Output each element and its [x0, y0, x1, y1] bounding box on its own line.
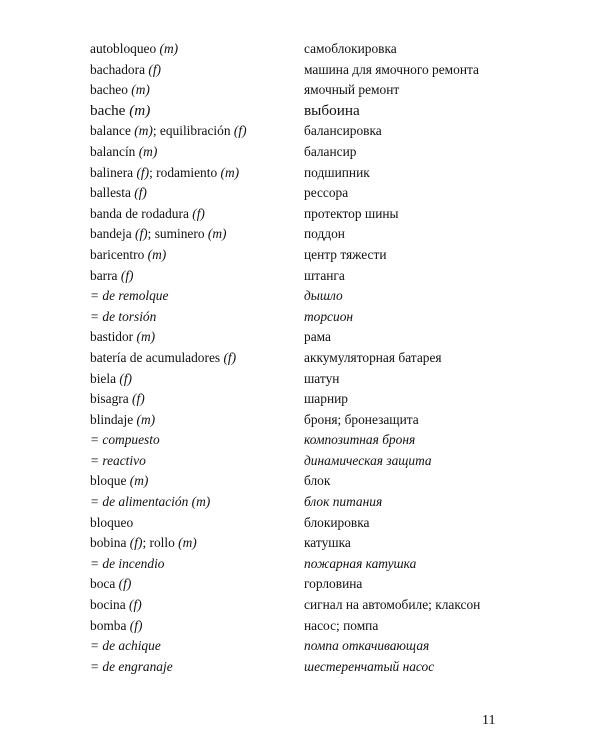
- spanish-term: [90, 245, 166, 266]
- spanish-term: [90, 636, 161, 657]
- russian-translation: дышло: [304, 288, 343, 304]
- term-text: bomba: [90, 617, 130, 633]
- spanish-term: [90, 286, 168, 307]
- gender-marker: (m): [136, 329, 156, 345]
- gender-marker: (m): [159, 41, 179, 56]
- russian-translation: ямочный ремонт: [304, 82, 400, 98]
- term-text: bandeja: [90, 226, 135, 242]
- term-text: = de remolque: [90, 288, 169, 304]
- spanish-term: [90, 60, 161, 81]
- spanish-term: [90, 513, 133, 534]
- russian-translation: катушка: [304, 535, 351, 551]
- spanish-term: [90, 348, 236, 369]
- glossary-entry: [0, 60, 600, 81]
- glossary-entry: [0, 245, 600, 266]
- glossary-entry: [0, 80, 600, 101]
- russian-translation: пожарная катушка: [304, 555, 417, 571]
- spanish-term: [90, 266, 134, 287]
- glossary-entry: [0, 163, 600, 184]
- russian-translation: балансир: [304, 143, 357, 159]
- glossary-subentry: [0, 492, 600, 513]
- glossary-entry: [0, 574, 600, 595]
- gender-marker: (f): [120, 267, 134, 283]
- gender-marker: (m): [220, 164, 240, 180]
- spanish-term: [90, 307, 156, 328]
- term-text: biela: [90, 370, 120, 386]
- spanish-term: [90, 204, 205, 225]
- russian-translation: помпа откачивающая: [304, 638, 430, 654]
- russian-translation: выбоина: [304, 101, 360, 119]
- glossary-subentry: [0, 307, 600, 328]
- spanish-term: [90, 327, 155, 348]
- spanish-term: [90, 121, 247, 142]
- gender-marker: (m): [134, 123, 153, 139]
- term-text: batería de acumuladores: [90, 349, 224, 365]
- glossary-entry: [0, 595, 600, 616]
- spanish-term: [90, 616, 142, 637]
- glossary-entry: [0, 348, 600, 369]
- gender-marker: (m): [178, 535, 197, 551]
- spanish-term: [90, 101, 150, 122]
- glossary-entry: [0, 101, 600, 122]
- russian-translation: шарнир: [304, 391, 348, 407]
- spanish-term: [90, 657, 173, 678]
- glossary-subentry: [0, 657, 600, 678]
- term-text: bache: [90, 101, 130, 119]
- russian-translation: динамическая защита: [304, 452, 432, 468]
- russian-translation: композитная броня: [304, 432, 416, 448]
- russian-translation: насос; помпа: [304, 617, 379, 633]
- spanish-term: [90, 533, 197, 554]
- glossary-entry: [0, 513, 600, 534]
- russian-translation: поддон: [304, 226, 345, 242]
- spanish-term: [90, 369, 132, 390]
- term-text: = de incendio: [90, 555, 165, 571]
- term-text: balinera: [90, 164, 137, 180]
- russian-translation: штанга: [304, 267, 345, 283]
- term-text: balancín: [90, 143, 139, 159]
- glossary-entries: [0, 39, 600, 677]
- russian-translation: рессора: [304, 185, 349, 201]
- term-text: bacheo: [90, 82, 132, 98]
- spanish-term: [90, 224, 226, 245]
- russian-translation: центр тяжести: [304, 246, 387, 262]
- term-text: ; suminero: [147, 226, 208, 242]
- russian-translation: торсион: [304, 308, 354, 324]
- term-text: banda de rodadura: [90, 205, 193, 221]
- gender-marker: (f): [119, 370, 133, 386]
- term-text: bastidor: [90, 329, 137, 345]
- spanish-term: [90, 39, 178, 60]
- term-text: ; rollo: [142, 535, 179, 551]
- gender-marker: (m): [131, 82, 150, 98]
- glossary-subentry: [0, 451, 600, 472]
- term-text: baricentro: [90, 246, 148, 262]
- spanish-term: [90, 410, 155, 431]
- gender-marker: (m): [147, 246, 167, 262]
- spanish-term: [90, 574, 131, 595]
- gender-marker: (f): [129, 535, 143, 551]
- gender-marker: (m): [207, 226, 227, 242]
- russian-translation: блок: [304, 473, 331, 489]
- russian-translation: балансировка: [304, 123, 382, 139]
- spanish-term: [90, 595, 142, 616]
- term-text: = de alimentación (m): [90, 494, 211, 510]
- glossary-entry: [0, 327, 600, 348]
- gender-marker: (f): [223, 349, 237, 365]
- term-text: = reactivo: [90, 452, 146, 468]
- russian-translation: самоблокировка: [304, 41, 397, 56]
- glossary-entry: [0, 142, 600, 163]
- gender-marker: (f): [192, 205, 205, 221]
- term-text: = compuesto: [90, 432, 160, 448]
- glossary-entry: [0, 533, 600, 554]
- glossary-subentry: [0, 636, 600, 657]
- russian-translation: протектор шины: [304, 205, 399, 221]
- term-text: boca: [90, 576, 119, 592]
- russian-translation: шатун: [304, 370, 340, 386]
- glossary-entry: [0, 266, 600, 287]
- glossary-entry: [0, 183, 600, 204]
- russian-translation: шестеренчатый насос: [304, 658, 435, 674]
- gender-marker: (f): [134, 226, 148, 242]
- spanish-term: [90, 142, 157, 163]
- gender-marker: (f): [132, 391, 145, 407]
- russian-translation: подшипник: [304, 164, 370, 180]
- gender-marker: (m): [129, 101, 151, 119]
- glossary-entry: [0, 204, 600, 225]
- gender-marker: (f): [129, 597, 142, 613]
- term-text: bachadora: [90, 61, 149, 77]
- glossary-entry: [0, 121, 600, 142]
- glossary-entry: [0, 616, 600, 637]
- spanish-term: [90, 492, 210, 513]
- spanish-term: [90, 554, 164, 575]
- glossary-entry: [0, 224, 600, 245]
- russian-translation: аккумуляторная батарея: [304, 349, 442, 365]
- term-text: bobina: [90, 535, 130, 551]
- gender-marker: (m): [129, 473, 149, 489]
- russian-translation: блокировка: [304, 514, 370, 530]
- russian-translation: броня; бронезащита: [304, 411, 419, 427]
- term-text: bisagra: [90, 391, 133, 407]
- russian-translation: машина для ямочного ремонта: [304, 61, 479, 77]
- term-text: = de achique: [90, 638, 161, 654]
- term-text: bloqueo: [90, 514, 134, 530]
- gender-marker: (f): [118, 576, 132, 592]
- spanish-term: [90, 163, 239, 184]
- glossary-entry: [0, 369, 600, 390]
- gender-marker: (m): [138, 143, 158, 159]
- glossary-entry: [0, 389, 600, 410]
- glossary-entry: [0, 410, 600, 431]
- spanish-term: [90, 80, 150, 101]
- term-text: = de torsión: [90, 308, 157, 324]
- russian-translation: рама: [304, 329, 331, 345]
- spanish-term: [90, 430, 160, 451]
- term-text: = de engranaje: [90, 658, 173, 674]
- spanish-term: [90, 389, 145, 410]
- glossary-subentry: [0, 286, 600, 307]
- term-text: ballesta: [90, 185, 135, 201]
- term-text: autobloqueo: [90, 41, 160, 56]
- term-text: balance: [90, 123, 135, 139]
- term-text: bloque: [90, 473, 130, 489]
- gender-marker: (f): [134, 185, 147, 201]
- term-text: ; rodamiento: [149, 164, 221, 180]
- russian-translation: блок питания: [304, 494, 383, 510]
- gender-marker: (f): [233, 123, 247, 139]
- term-text: bocina: [90, 597, 130, 613]
- gender-marker: (f): [136, 164, 150, 180]
- spanish-term: [90, 183, 147, 204]
- glossary-entry: [0, 471, 600, 492]
- gender-marker: (m): [136, 411, 156, 427]
- russian-translation: сигнал на автомобиле; клаксон: [304, 597, 481, 613]
- glossary-subentry: [0, 554, 600, 575]
- term-text: ; equilibración: [152, 123, 234, 139]
- term-text: barra: [90, 267, 121, 283]
- spanish-term: [90, 471, 148, 492]
- spanish-term: [90, 451, 146, 472]
- gender-marker: (f): [129, 617, 143, 633]
- russian-translation: горловина: [304, 576, 363, 592]
- page-number: 11: [482, 713, 496, 728]
- glossary-subentry: [0, 430, 600, 451]
- glossary-entry: [0, 39, 600, 60]
- gender-marker: (f): [148, 61, 162, 77]
- term-text: blindaje: [90, 411, 137, 427]
